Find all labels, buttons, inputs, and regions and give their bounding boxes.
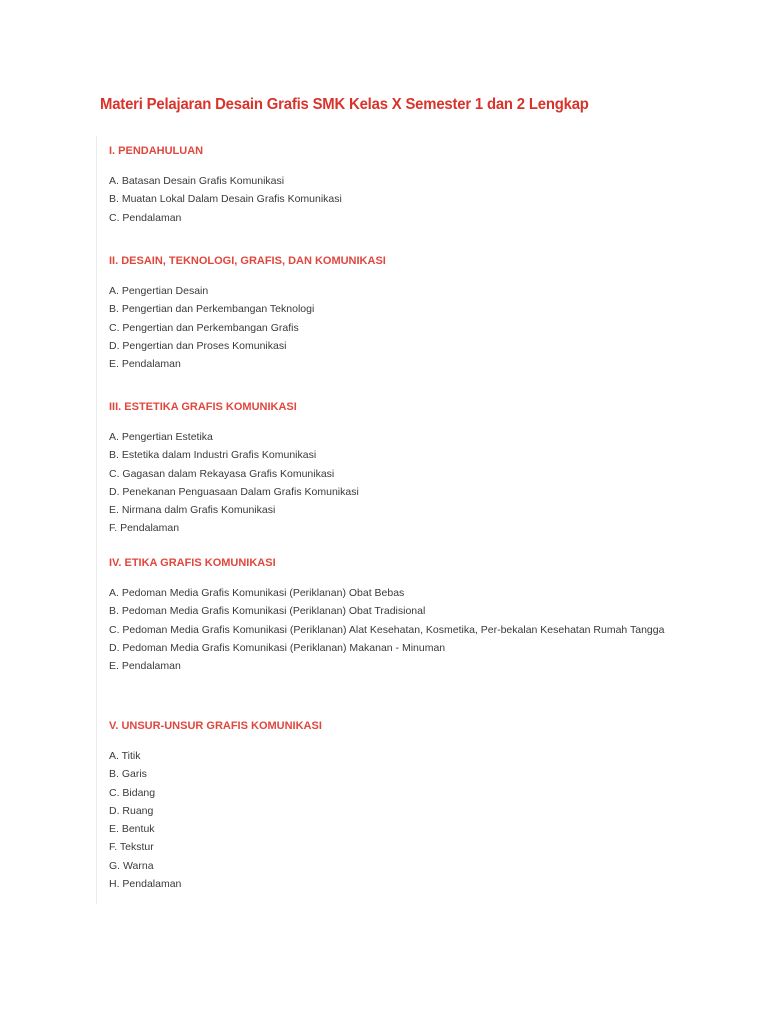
list-item: A. Pengertian Desain — [109, 285, 209, 297]
list-item: D. Penekanan Penguasaan Dalam Grafis Komunikasi — [109, 485, 359, 498]
section-heading: III. ESTETIKA GRAFIS KOMUNIKASI — [109, 401, 297, 413]
section-pendahuluan — [109, 144, 689, 224]
section-item-list — [109, 584, 684, 675]
list-item: C. Pendalaman — [109, 211, 182, 224]
section-unsur — [109, 719, 689, 891]
list-item: A. Batasan Desain Grafis Komunikasi — [109, 175, 285, 187]
document-content — [96, 136, 696, 904]
list-item: G. Warna — [109, 859, 154, 872]
section-heading: II. DESAIN, TEKNOLOGI, GRAFIS, DAN KOMUNIKASI — [109, 255, 386, 267]
list-item: F. Pendalaman — [109, 522, 180, 535]
list-item: D. Ruang — [109, 804, 154, 817]
list-item: D. Pengertian dan Proses Komunikasi — [109, 339, 287, 352]
list-item: E. Pendalaman — [109, 358, 181, 371]
list-item: A. Pedoman Media Grafis Komunikasi (Periklanan) Obat Bebas — [109, 587, 405, 599]
list-item: E. Bentuk — [109, 823, 155, 836]
section-desain-teknologi — [109, 254, 689, 371]
list-item: D. Pedoman Media Grafis Komunikasi (Periklanan) Makanan - Minuman — [109, 641, 446, 654]
section-estetika — [109, 400, 689, 535]
list-item: E. Pendalaman — [109, 660, 181, 673]
list-item: B. Pedoman Media Grafis Komunikasi (Periklanan) Obat Tradisional — [109, 605, 426, 618]
list-item: C. Pengertian dan Perkembangan Grafis — [109, 321, 299, 334]
list-item: A. Pengertian Estetika — [109, 431, 213, 443]
section-heading: V. UNSUR-UNSUR GRAFIS KOMUNIKASI — [109, 720, 322, 732]
section-etika — [109, 556, 689, 673]
list-item: A. Titik — [109, 750, 141, 762]
list-item: E. Nirmana dalm Grafis Komunikasi — [109, 504, 276, 517]
section-item-list — [109, 428, 684, 538]
section-item-list — [109, 282, 684, 373]
list-item: B. Pengertian dan Perkembangan Teknologi — [109, 303, 315, 316]
list-item: C. Gagasan dalam Rekayasa Grafis Komunikasi — [109, 467, 335, 480]
section-item-list — [109, 747, 684, 893]
list-item: B. Estetika dalam Industri Grafis Komunikasi — [109, 449, 317, 462]
list-item: B. Garis — [109, 768, 147, 781]
list-item: H. Pendalaman — [109, 878, 182, 891]
list-item: C. Bidang — [109, 786, 156, 799]
list-item: F. Tekstur — [109, 841, 154, 854]
section-heading: IV. ETIKA GRAFIS KOMUNIKASI — [109, 557, 276, 569]
list-item: B. Muatan Lokal Dalam Desain Grafis Komunikasi — [109, 193, 342, 206]
section-heading: I. PENDAHULUAN — [109, 145, 204, 157]
document-title: Materi Pelajaran Desain Grafis SMK Kelas X Semester 1 dan 2 Lengkap — [100, 96, 589, 113]
section-item-list — [109, 172, 684, 227]
list-item: C. Pedoman Media Grafis Komunikasi (Periklanan) Alat Kesehatan, Kosmetika, Per-bekalan Kesehatan Rumah Tangga — [109, 623, 665, 636]
